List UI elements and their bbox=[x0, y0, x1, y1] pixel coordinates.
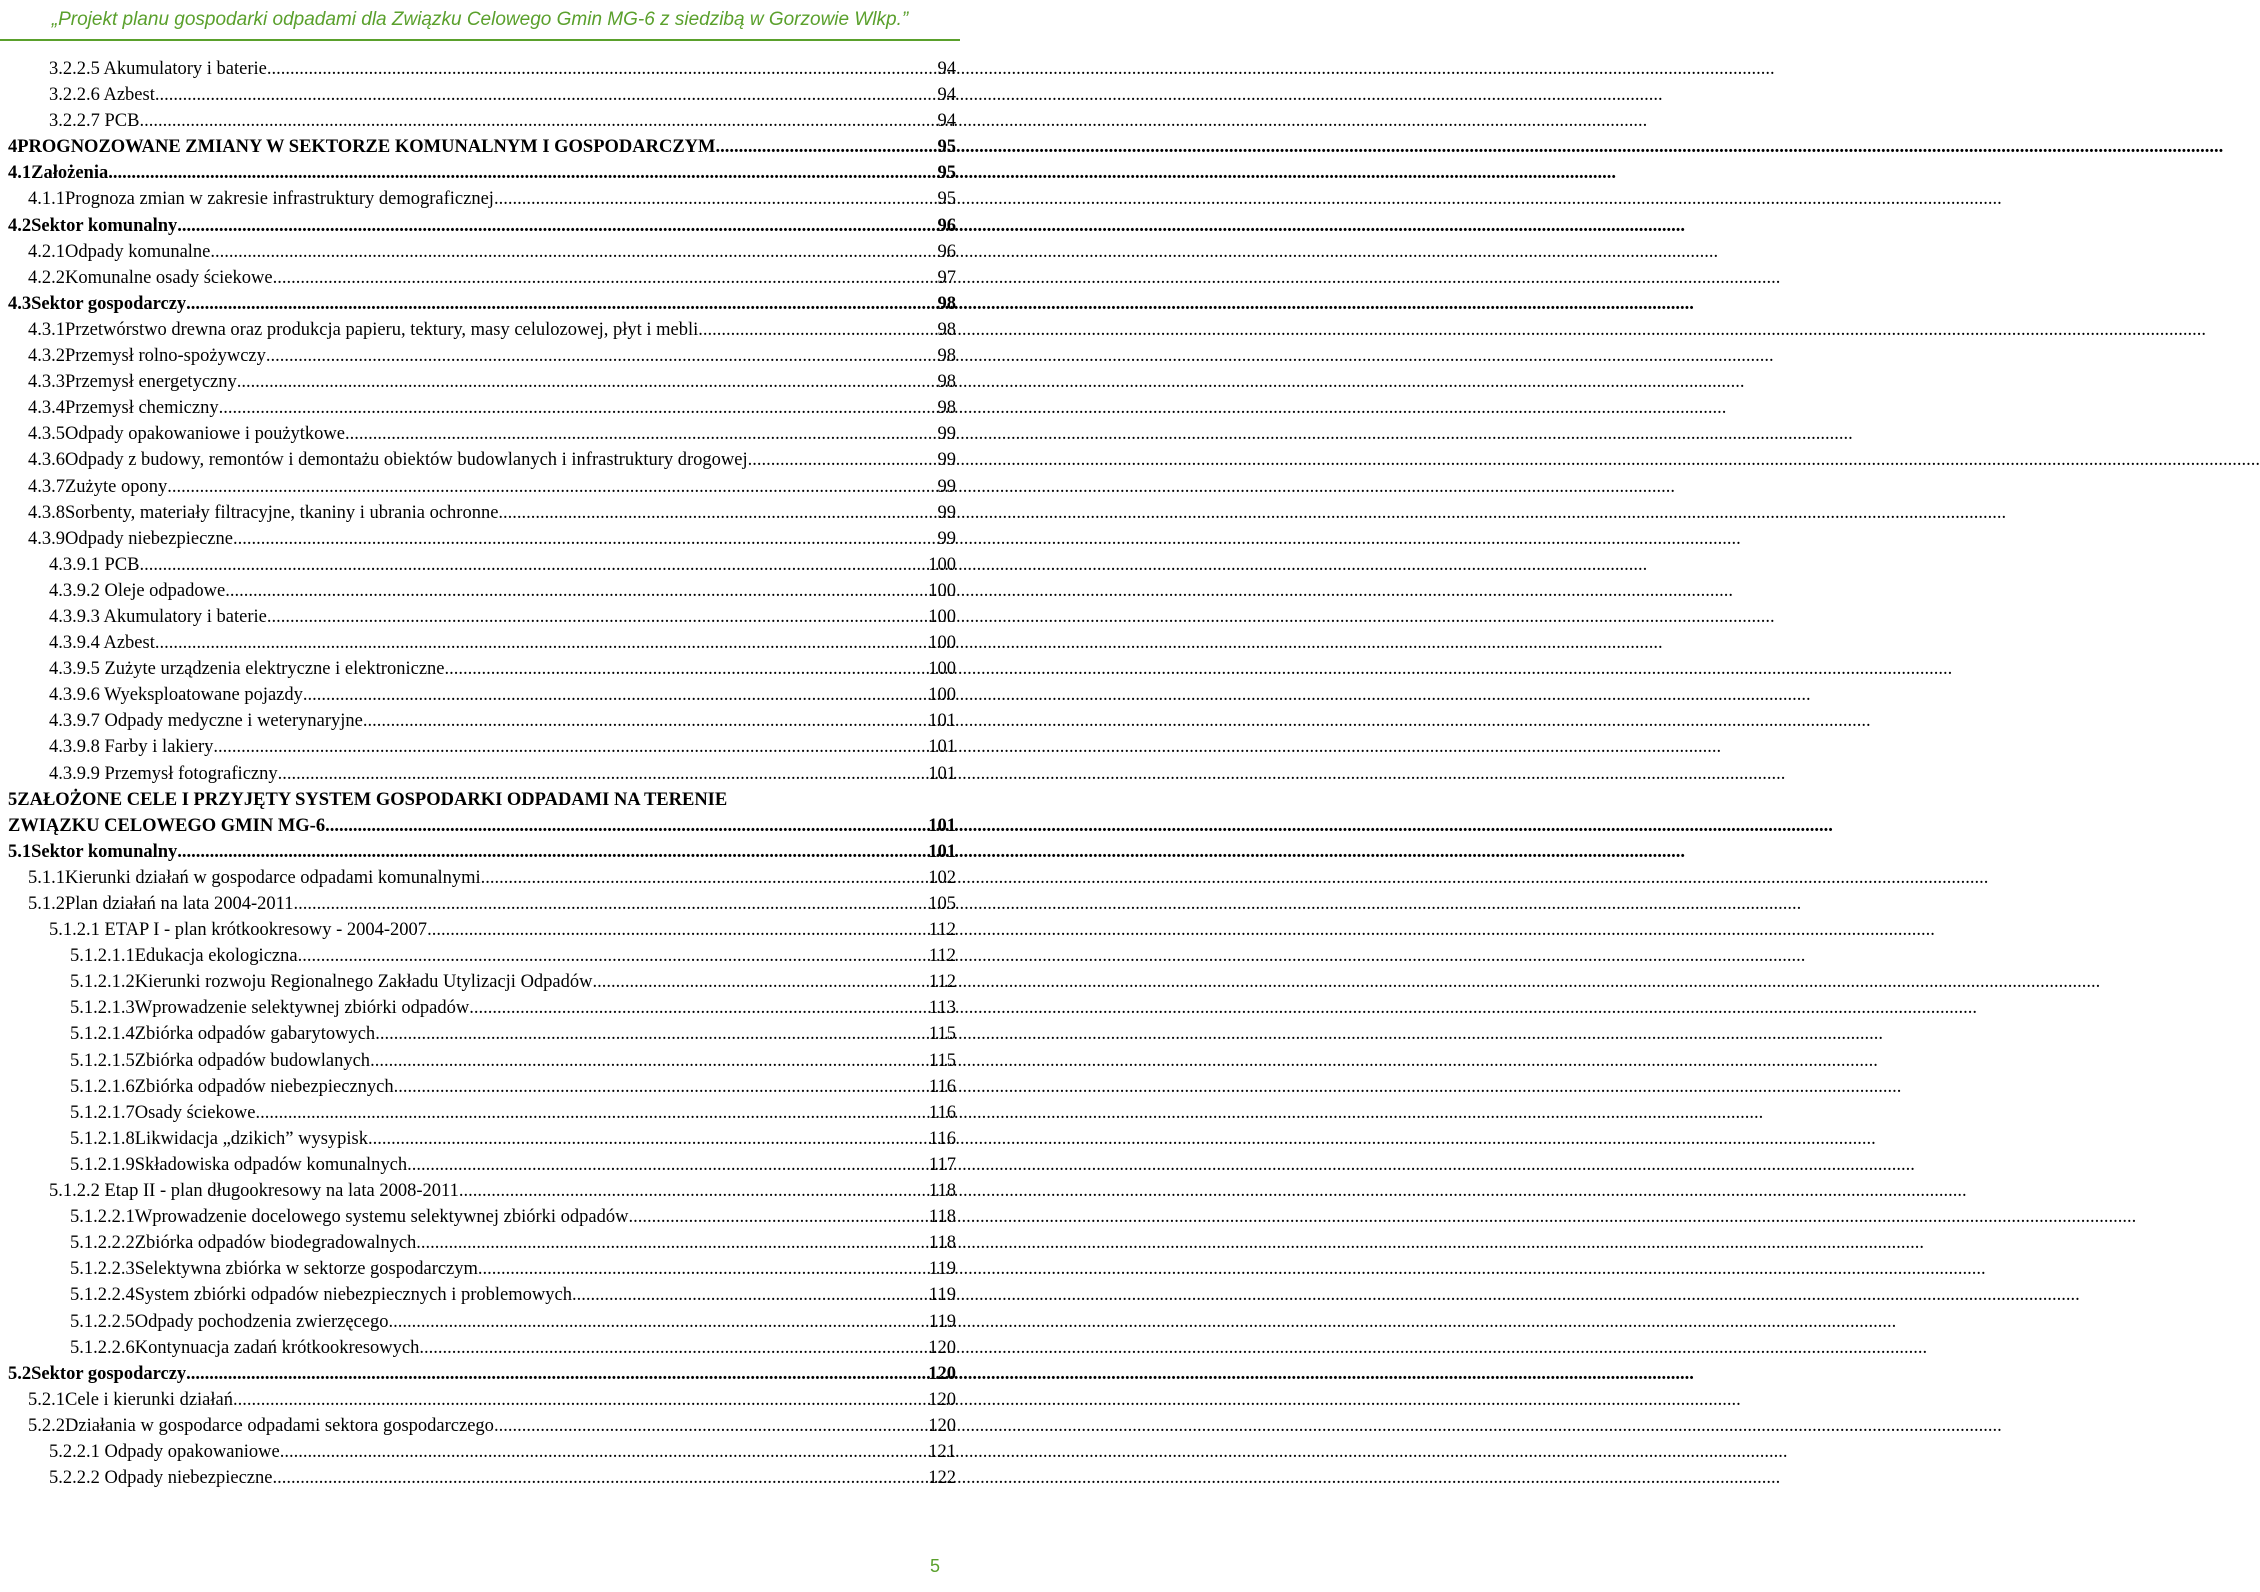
toc-entry-page: 95 bbox=[937, 163, 956, 184]
dot-leader bbox=[478, 1256, 929, 1282]
dot-leader bbox=[177, 839, 928, 865]
toc-entry[interactable] bbox=[8, 1439, 956, 1465]
toc-entry-page: 101 bbox=[928, 711, 956, 732]
toc-entry-page: 101 bbox=[928, 815, 956, 836]
dot-leader bbox=[219, 395, 938, 421]
toc-entry-label: 5.2.2.2 Odpady niebezpieczne bbox=[49, 1468, 273, 1489]
toc-entry[interactable] bbox=[8, 1048, 956, 1074]
toc-entry-label: 4.3.9Odpady niebezpieczne bbox=[28, 528, 233, 549]
toc-entry[interactable] bbox=[8, 82, 956, 108]
toc-entry-label: 5.1.2.2 Etap II - plan długookresowy na lata 2008-2011 bbox=[49, 1181, 459, 1202]
toc-entry[interactable] bbox=[8, 1387, 956, 1413]
toc-entry[interactable] bbox=[8, 213, 956, 239]
toc-entry[interactable] bbox=[8, 500, 956, 526]
toc-entry-label: 5.1.2.1.2Kierunki rozwoju Regionalnego Zakładu Utylizacji Odpadów bbox=[70, 972, 593, 993]
dot-leader bbox=[298, 943, 929, 969]
toc-entry[interactable] bbox=[8, 891, 956, 917]
dot-leader bbox=[273, 265, 938, 291]
toc-entry-page: 112 bbox=[928, 946, 956, 967]
toc-entry-page: 113 bbox=[928, 998, 956, 1019]
dot-leader bbox=[368, 1126, 929, 1152]
toc-entry-label: 4.3.8Sorbenty, materiały filtracyjne, tkaniny i ubrania ochronne bbox=[28, 502, 499, 523]
dot-leader bbox=[445, 656, 929, 682]
dot-leader bbox=[233, 1387, 928, 1413]
dot-leader bbox=[108, 160, 937, 186]
toc-entry-label: 5.1.2.1.1Edukacja ekologiczna bbox=[70, 946, 298, 967]
toc-entry-label: 4PROGNOZOWANE ZMIANY W SEKTORZE KOMUNALNYM I GOSPODARCZYM bbox=[8, 137, 716, 158]
dot-leader bbox=[267, 56, 938, 82]
toc-entry[interactable] bbox=[8, 761, 956, 787]
toc-entry-label: 4.3.5Odpady opakowaniowe i poużytkowe bbox=[28, 424, 346, 445]
dot-leader bbox=[225, 578, 928, 604]
toc-entry-page: 118 bbox=[928, 1207, 956, 1228]
toc-entry-page: 120 bbox=[928, 1389, 956, 1410]
toc-entry-label: 5.1.2.1.3Wprowadzenie selektywnej zbiórki odpadów bbox=[70, 998, 470, 1019]
toc-entry[interactable] bbox=[8, 395, 956, 421]
toc-entry[interactable] bbox=[8, 917, 956, 943]
toc-entry-label: 4.1Założenia bbox=[8, 163, 109, 184]
toc-entry-label: 5.1.2.2.3Selektywna zbiórka w sektorze gospodarczym bbox=[70, 1259, 478, 1280]
toc-entry-label: 5.1.2.2.1Wprowadzenie docelowego systemu selektywnej zbiórki odpadów bbox=[70, 1207, 629, 1228]
toc-entry-page: 98 bbox=[937, 398, 956, 419]
dot-leader bbox=[363, 708, 928, 734]
dot-leader bbox=[716, 134, 938, 160]
dot-leader bbox=[325, 813, 928, 839]
toc-entry-label: 5.1.2.1.5Zbiórka odpadów budowlanych bbox=[70, 1050, 371, 1071]
toc-entry-label: 5.2.2.1 Odpady opakowaniowe bbox=[49, 1441, 280, 1462]
toc-entry-page: 119 bbox=[928, 1285, 956, 1306]
toc-entry[interactable] bbox=[8, 1309, 956, 1335]
toc-entry-page: 118 bbox=[928, 1181, 956, 1202]
toc-entry[interactable] bbox=[8, 969, 956, 995]
toc-entry-page: 118 bbox=[928, 1233, 956, 1254]
toc-entry-page: 102 bbox=[928, 867, 956, 888]
toc-entry-label: 3.2.2.5 Akumulatory i baterie bbox=[49, 59, 267, 79]
toc-entry-label: 4.3.7Zużyte opony bbox=[28, 476, 168, 497]
toc-entry-page: 94 bbox=[937, 59, 956, 79]
toc-entry-page: 100 bbox=[928, 554, 956, 575]
toc-entry[interactable] bbox=[8, 1465, 956, 1491]
toc-entry-label: 4.3.9.7 Odpady medyczne i weterynaryjne bbox=[49, 711, 363, 732]
toc-entry-label: 4.2.1Odpady komunalne bbox=[28, 241, 211, 262]
toc-entry-label: 4.3Sektor gospodarczy bbox=[8, 293, 187, 314]
dot-leader bbox=[278, 761, 929, 787]
dot-leader bbox=[213, 734, 928, 760]
toc-entry[interactable] bbox=[8, 186, 956, 212]
toc-entry-label: 5.2.2Działania w gospodarce odpadami sektora gospodarczego bbox=[28, 1415, 494, 1436]
dot-leader bbox=[177, 213, 937, 239]
toc-entry-label: 5.1.2.1.4Zbiórka odpadów gabarytowych bbox=[70, 1024, 376, 1045]
toc-entry-page: 96 bbox=[937, 241, 956, 262]
dot-leader bbox=[293, 891, 928, 917]
dot-leader bbox=[427, 917, 929, 943]
document-title: „Projekt planu gospodarki odpadami dla Związku Celowego Gmin MG-6 z siedzibą w Gorzowie Wlkp.” bbox=[51, 9, 909, 30]
toc-entry[interactable] bbox=[8, 56, 956, 82]
toc-entry[interactable] bbox=[8, 1126, 956, 1152]
toc-entry-label: 4.3.9.6 Wyeksploatowane pojazdy bbox=[49, 685, 303, 706]
dot-leader bbox=[155, 82, 938, 108]
toc-entry[interactable] bbox=[8, 160, 956, 186]
dot-leader bbox=[237, 369, 938, 395]
toc-entry-page: 99 bbox=[937, 450, 956, 471]
toc-entry-label: 5.1Sektor komunalny bbox=[8, 841, 178, 862]
toc-entry-label: 4.2.2Komunalne osady ściekowe bbox=[28, 267, 273, 288]
toc-entry-page: 117 bbox=[928, 1154, 956, 1175]
dot-leader bbox=[155, 630, 928, 656]
toc-entry-label: 4.3.3Przemysł energetyczny bbox=[28, 372, 237, 393]
toc-entry-label: 5.1.2.1.8Likwidacja „dzikich” wysypisk bbox=[70, 1128, 368, 1149]
toc-entry[interactable] bbox=[8, 1178, 956, 1204]
toc-entry-page: 95 bbox=[937, 189, 956, 210]
toc-entry-label: 4.2Sektor komunalny bbox=[8, 215, 178, 236]
toc-entry[interactable] bbox=[8, 865, 956, 891]
toc-entry-label: 5.2Sektor gospodarczy bbox=[8, 1363, 187, 1384]
toc-entry-label: 4.3.9.3 Akumulatory i baterie bbox=[49, 606, 267, 627]
toc-entry-page: 105 bbox=[928, 894, 956, 914]
dot-leader bbox=[388, 1309, 928, 1335]
dot-leader bbox=[267, 604, 928, 630]
toc-entry[interactable] bbox=[8, 134, 956, 160]
toc-entry-page: 119 bbox=[928, 1259, 956, 1280]
table-of-contents bbox=[8, 56, 956, 1491]
toc-entry-page: 98 bbox=[937, 319, 956, 340]
dot-leader bbox=[698, 317, 937, 343]
dot-leader bbox=[459, 1178, 929, 1204]
dot-leader bbox=[255, 1100, 928, 1126]
toc-entry-page: 100 bbox=[928, 685, 956, 706]
toc-entry[interactable] bbox=[8, 369, 956, 395]
dot-leader bbox=[481, 865, 929, 891]
toc-entry-page: 101 bbox=[928, 841, 956, 862]
toc-entry-label: 5.1.1Kierunki działań w gospodarce odpadami komunalnymi bbox=[28, 867, 481, 888]
toc-entry-page: 98 bbox=[937, 372, 956, 393]
toc-entry-page: 112 bbox=[928, 920, 956, 941]
dot-leader bbox=[419, 1335, 928, 1361]
toc-entry-label: 4.3.1Przetwórstwo drewna oraz produkcja papieru, tektury, masy celulozowej, płyt i mebli bbox=[28, 319, 699, 340]
toc-entry-label: 5.1.2.1.7Osady ściekowe bbox=[70, 1102, 256, 1123]
toc-entry[interactable] bbox=[8, 1361, 956, 1387]
toc-entry-page: 120 bbox=[928, 1337, 956, 1358]
dot-leader bbox=[186, 291, 937, 317]
toc-entry[interactable] bbox=[8, 265, 956, 291]
dot-leader bbox=[210, 239, 937, 265]
toc-entry-label: 3.2.2.6 Azbest bbox=[49, 85, 155, 106]
toc-entry-page: 97 bbox=[937, 267, 956, 288]
dot-leader bbox=[628, 1204, 928, 1230]
toc-entry[interactable] bbox=[8, 317, 956, 343]
toc-entry-page: 112 bbox=[928, 972, 956, 993]
dot-leader bbox=[345, 421, 937, 447]
toc-entry-page: 122 bbox=[928, 1468, 956, 1489]
toc-entry[interactable] bbox=[8, 578, 956, 604]
toc-entry-page: 116 bbox=[928, 1128, 956, 1149]
toc-entry-page: 94 bbox=[937, 85, 956, 106]
toc-entry-label: 5.1.2.1.9Składowiska odpadów komunalnych bbox=[70, 1154, 408, 1175]
toc-entry-label: 4.3.9.5 Zużyte urządzenia elektryczne i elektroniczne bbox=[49, 659, 445, 680]
toc-entry-page: 98 bbox=[937, 346, 956, 367]
dot-leader bbox=[186, 1361, 928, 1387]
toc-entry[interactable] bbox=[8, 1100, 956, 1126]
toc-entry-page: 120 bbox=[928, 1415, 956, 1436]
toc-entry-label: 5.1.2.2.4System zbiórki odpadów niebezpiecznych i problemowych bbox=[70, 1285, 572, 1306]
toc-entry-page: 116 bbox=[928, 1076, 956, 1097]
toc-entry-page: 95 bbox=[937, 137, 956, 158]
toc-entry[interactable] bbox=[8, 1282, 956, 1308]
toc-entry[interactable] bbox=[8, 343, 956, 369]
dot-leader bbox=[272, 1465, 928, 1491]
dot-leader bbox=[494, 186, 938, 212]
toc-entry[interactable] bbox=[8, 1021, 956, 1047]
toc-entry[interactable] bbox=[8, 552, 956, 578]
dot-leader bbox=[752, 447, 937, 473]
toc-entry-page: 116 bbox=[928, 1102, 956, 1123]
dot-leader bbox=[233, 526, 938, 552]
dot-leader bbox=[407, 1152, 929, 1178]
page-header bbox=[0, 4, 960, 40]
toc-entry-page: 101 bbox=[928, 763, 956, 784]
toc-entry-page: 96 bbox=[937, 215, 956, 236]
toc-entry-page: 100 bbox=[928, 659, 956, 680]
toc-entry-label: 3.2.2.7 PCB bbox=[49, 111, 140, 132]
toc-entry[interactable] bbox=[8, 995, 956, 1021]
toc-entry[interactable] bbox=[8, 474, 956, 500]
toc-entry[interactable] bbox=[8, 447, 956, 473]
dot-leader bbox=[498, 500, 937, 526]
toc-entry-page: 115 bbox=[928, 1024, 956, 1045]
toc-entry-page: 98 bbox=[937, 293, 956, 314]
toc-entry-page: 94 bbox=[937, 111, 956, 132]
toc-entry-label: 4.3.9.1 PCB bbox=[49, 554, 140, 575]
toc-entry-label: 5.2.1Cele i kierunki działań bbox=[28, 1389, 233, 1410]
toc-entry-page: 120 bbox=[928, 1363, 956, 1384]
toc-entry[interactable] bbox=[8, 526, 956, 552]
toc-entry[interactable] bbox=[8, 1074, 956, 1100]
toc-entry-page: 115 bbox=[928, 1050, 956, 1071]
dot-leader bbox=[167, 474, 937, 500]
toc-entry[interactable] bbox=[8, 421, 956, 447]
dot-leader bbox=[494, 1413, 928, 1439]
toc-entry[interactable] bbox=[8, 1335, 956, 1361]
toc-entry[interactable] bbox=[8, 1230, 956, 1256]
dot-leader bbox=[593, 969, 929, 995]
toc-entry-page: 101 bbox=[928, 737, 956, 758]
toc-entry-label: 5.1.2.2.5Odpady pochodzenia zwierzęcego bbox=[70, 1311, 389, 1332]
dot-leader bbox=[139, 552, 928, 578]
toc-entry-label: 5.1.2.1 ETAP I - plan krótkookresowy - 2004-2007 bbox=[49, 920, 428, 941]
toc-entry[interactable] bbox=[8, 708, 956, 734]
toc-entry-page: 121 bbox=[928, 1441, 956, 1462]
toc-entry-label: 5.1.2.2.6Kontynuacja zadań krótkookresowych bbox=[70, 1337, 420, 1358]
toc-entry[interactable] bbox=[8, 630, 956, 656]
toc-entry-page: 119 bbox=[928, 1311, 956, 1332]
toc-entry-label: 4.3.9.8 Farby i lakiery bbox=[49, 737, 214, 758]
toc-entry[interactable] bbox=[8, 604, 956, 630]
toc-entry-page: 100 bbox=[928, 633, 956, 654]
toc-entry-label: 5.1.2Plan działań na lata 2004-2011 bbox=[28, 894, 294, 914]
toc-entry-label: 4.3.2Przemysł rolno-spożywczy bbox=[28, 346, 266, 367]
toc-entry-page: 100 bbox=[928, 580, 956, 601]
toc-entry-label: 5.1.2.1.6Zbiórka odpadów niebezpiecznych bbox=[70, 1076, 394, 1097]
toc-entry-label: ZWIĄZKU CELOWEGO GMIN MG-6 bbox=[8, 815, 326, 836]
toc-entry[interactable] bbox=[8, 1256, 956, 1282]
toc-entry[interactable] bbox=[8, 656, 956, 682]
toc-entry[interactable] bbox=[8, 239, 956, 265]
toc-entry-label: 4.3.9.2 Oleje odpadowe bbox=[49, 580, 226, 601]
header-divider bbox=[0, 39, 960, 41]
dot-leader bbox=[266, 343, 938, 369]
toc-entry-label: 4.3.9.4 Azbest bbox=[49, 633, 155, 654]
toc-entry-label: 4.3.9.9 Przemysł fotograficzny bbox=[49, 763, 278, 784]
toc-entry-page: 99 bbox=[937, 476, 956, 497]
dot-leader bbox=[394, 1074, 929, 1100]
toc-entry[interactable] bbox=[8, 1413, 956, 1439]
toc-entry[interactable] bbox=[8, 291, 956, 317]
toc-entry-page: 99 bbox=[937, 502, 956, 523]
toc-entry-page: 100 bbox=[928, 606, 956, 627]
dot-leader bbox=[303, 682, 928, 708]
toc-entry[interactable] bbox=[8, 787, 956, 839]
page-number: 5 bbox=[929, 1556, 940, 1576]
toc-entry[interactable] bbox=[8, 943, 956, 969]
dot-leader bbox=[572, 1282, 929, 1308]
toc-entry[interactable] bbox=[8, 682, 956, 708]
toc-entry-label: 4.1.1Prognoza zmian w zakresie infrastruktury demograficznej bbox=[28, 189, 494, 210]
dot-leader bbox=[139, 108, 937, 134]
toc-entry[interactable] bbox=[8, 734, 956, 760]
toc-entry-page: 99 bbox=[937, 528, 956, 549]
toc-entry-label: 4.3.6Odpady z budowy, remontów i demontażu obiektów budowlanych i infrastruktury drogowej. bbox=[28, 450, 753, 471]
toc-entry[interactable] bbox=[8, 839, 956, 865]
dot-leader bbox=[280, 1439, 929, 1465]
dot-leader bbox=[469, 995, 929, 1021]
toc-entry-label: 4.3.4Przemysł chemiczny bbox=[28, 398, 219, 419]
toc-entry-page: 99 bbox=[937, 424, 956, 445]
dot-leader bbox=[370, 1048, 929, 1074]
toc-entry-label: 5ZAŁOŻONE CELE I PRZYJĘTY SYSTEM GOSPODARKI ODPADAMI NA TERENIE bbox=[8, 789, 728, 810]
toc-entry-label: 5.1.2.2.2Zbiórka odpadów biodegradowalnych bbox=[70, 1233, 417, 1254]
dot-leader bbox=[375, 1021, 929, 1047]
toc-entry[interactable] bbox=[8, 108, 956, 134]
dot-leader bbox=[416, 1230, 929, 1256]
toc-entry[interactable] bbox=[8, 1152, 956, 1178]
toc-entry[interactable] bbox=[8, 1204, 956, 1230]
